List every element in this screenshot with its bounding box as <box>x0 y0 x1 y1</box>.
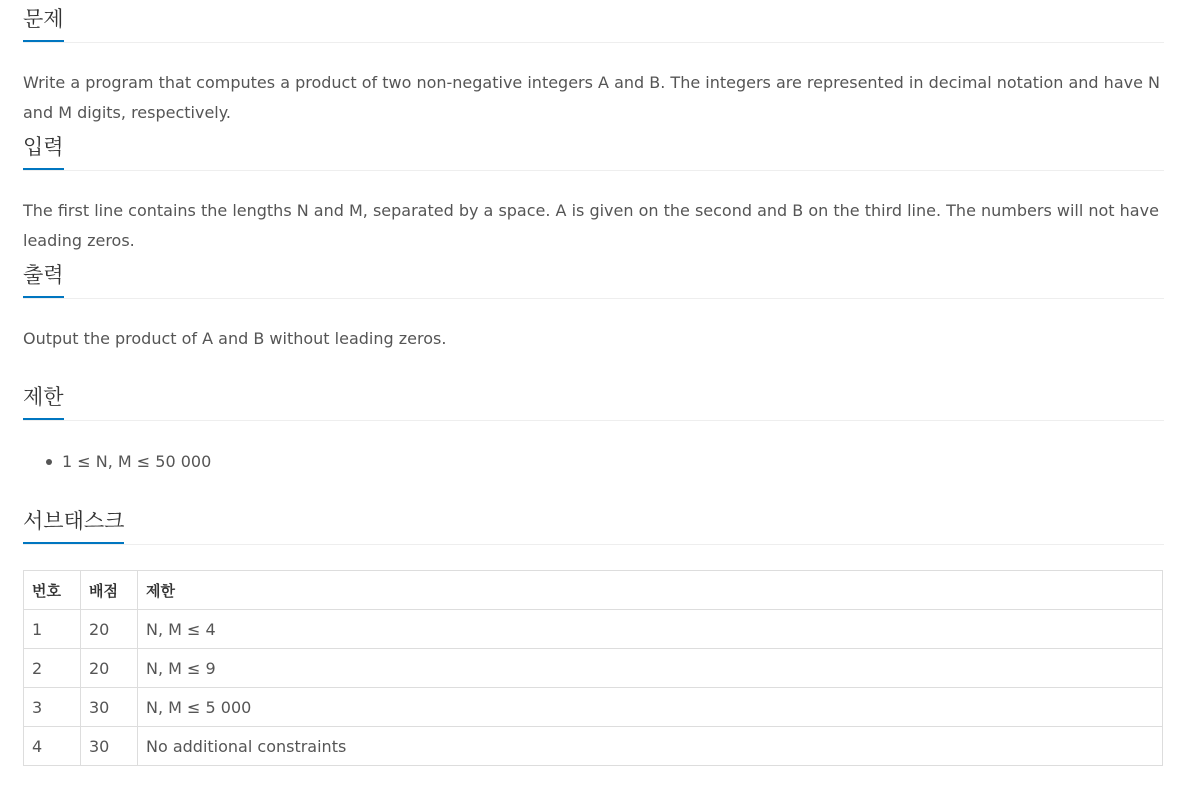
limits-section-title: 제한 <box>23 382 64 420</box>
subtasks-section-title: 서브태스크 <box>23 506 124 544</box>
column-header-number: 번호 <box>24 571 81 610</box>
column-header-limit: 제한 <box>138 571 1163 610</box>
table-row <box>24 649 1163 688</box>
subtask-limit: N, M ≤ 5 000 <box>138 688 1163 727</box>
subtask-score: 20 <box>81 610 138 649</box>
subtasks-table <box>23 570 1163 766</box>
subtask-number: 1 <box>24 610 81 649</box>
column-header-score: 배점 <box>81 571 138 610</box>
output-section-header <box>23 256 1164 299</box>
problem-section-title: 문제 <box>23 4 64 42</box>
table-header-row <box>24 571 1163 610</box>
output-description: Output the product of A and B without leading zeros. <box>23 329 447 348</box>
table-row <box>24 688 1163 727</box>
table-row <box>24 727 1163 766</box>
subtask-score: 30 <box>81 688 138 727</box>
subtask-limit: No additional constraints <box>138 727 1163 766</box>
problem-page <box>23 0 1164 766</box>
output-section-title: 출력 <box>23 260 64 298</box>
subtask-number: 4 <box>24 727 81 766</box>
subtask-number: 2 <box>24 649 81 688</box>
table-row <box>24 610 1163 649</box>
subtask-score: 20 <box>81 649 138 688</box>
subtask-limit: N, M ≤ 4 <box>138 610 1163 649</box>
input-section-header <box>23 128 1164 171</box>
subtask-number: 3 <box>24 688 81 727</box>
input-description: The first line contains the lengths N and M, separated by a space. A is given on the second and B on the third line. The numbers will not have leading zeros. <box>23 201 1159 250</box>
input-section-title: 입력 <box>23 132 64 170</box>
limit-item <box>23 447 1164 477</box>
bullet-icon <box>46 459 52 465</box>
problem-section-header <box>23 0 1164 43</box>
limits-list <box>23 447 1164 477</box>
subtasks-section-header <box>23 502 1164 545</box>
limit-item-text: 1 ≤ N, M ≤ 50 000 <box>62 452 212 471</box>
problem-description: Write a program that computes a product of two non-negative integers A and B. The integers are represented in decimal notation and have N and M digits, respectively. <box>23 73 1160 122</box>
subtask-score: 30 <box>81 727 138 766</box>
limits-section-header <box>23 378 1164 421</box>
subtask-limit: N, M ≤ 9 <box>138 649 1163 688</box>
